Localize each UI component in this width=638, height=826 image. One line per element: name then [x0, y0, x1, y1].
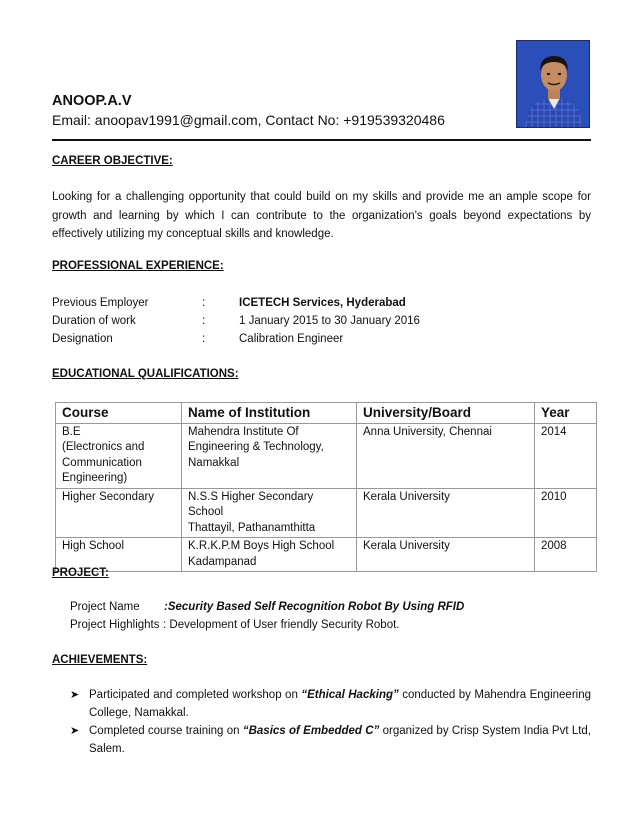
achievement-text-part: conducted by Mahendra Engineering College, Namakkal. — [89, 689, 591, 719]
achievement-text-part: Participated and completed workshop on — [89, 689, 302, 701]
project-name-label: Project Name — [70, 601, 140, 613]
year-cell: 2010 — [535, 488, 597, 538]
cell-line: B.E — [62, 425, 81, 438]
achievement-text-part: Completed course training on — [89, 725, 243, 737]
experience-value: Calibration Engineer — [239, 333, 344, 345]
experience-heading: PROFESSIONAL EXPERIENCE: — [52, 260, 224, 272]
cell-line: Mahendra Institute Of — [188, 425, 299, 438]
project-name-value: :Security Based Self Recognition Robot By Using RFID — [164, 601, 465, 613]
achievements-heading: ACHIEVEMENTS: — [52, 654, 148, 666]
achievement-emphasis: “Ethical Hacking” — [301, 689, 399, 701]
cell-line: Kadampanad — [188, 555, 257, 568]
experience-row-designation — [52, 333, 592, 351]
cell-line: N.S.S Higher Secondary School — [188, 490, 314, 518]
achievement-emphasis: “Basics of Embedded C” — [242, 725, 380, 737]
experience-colon: : — [202, 315, 206, 327]
table-row — [56, 538, 597, 572]
achievement-text-part: organized by Crisp System India Pvt Ltd, Salem. — [89, 725, 592, 755]
achievement-text — [89, 722, 591, 758]
header-divider — [52, 139, 591, 141]
education-table — [55, 402, 597, 572]
project-heading: PROJECT: — [52, 567, 109, 579]
column-header-course: Course — [56, 403, 182, 424]
experience-key: Designation — [52, 333, 113, 345]
board-cell: Kerala University — [357, 488, 535, 538]
project-name-row — [70, 601, 590, 619]
arrow-bullet-icon: ➤ — [70, 689, 80, 701]
year-cell: 2014 — [535, 423, 597, 488]
cell-line: Namakkal — [188, 456, 240, 469]
project-highlights-value: : Development of User friendly Security Robot. — [163, 619, 400, 631]
cell-line: Engineering & Technology, — [188, 441, 324, 453]
table-row — [56, 423, 597, 488]
achievement-item — [70, 686, 591, 722]
career-objective-text: Looking for a challenging opportunity that could build on my skills and provide me an ample scope for growth and learning by which I can contribute to the organization's goals beyond expectations by effectively utilizing my conceptual skills and knowledge. — [52, 191, 591, 240]
profile-photo — [516, 40, 590, 128]
course-cell — [56, 488, 182, 538]
project-highlights-label: Project Highlights — [70, 619, 160, 631]
experience-row-employer — [52, 297, 592, 315]
course-cell — [56, 423, 182, 488]
experience-key: Duration of work — [52, 315, 136, 327]
experience-colon: : — [202, 333, 206, 345]
candidate-name: ANOOP.A.V — [52, 93, 132, 109]
achievement-text — [89, 686, 591, 722]
cell-line: Higher Secondary — [62, 490, 155, 503]
experience-row-duration — [52, 315, 592, 333]
year-cell: 2008 — [535, 538, 597, 572]
cell-line: K.R.K.P.M Boys High School — [188, 540, 335, 552]
cell-line: Communication — [62, 456, 142, 469]
experience-value: 1 January 2015 to 30 January 2016 — [239, 315, 420, 327]
contact-line: Email: anoopav1991@gmail.com, Contact No: +919539320486 — [52, 112, 445, 128]
experience-key: Previous Employer — [52, 297, 149, 309]
career-objective-heading: CAREER OBJECTIVE: — [52, 155, 173, 167]
experience-value: ICETECH Services, Hyderabad — [239, 297, 406, 309]
experience-colon: : — [202, 297, 206, 309]
column-header-institution: Name of Institution — [182, 403, 357, 424]
board-cell: Anna University, Chennai — [357, 423, 535, 488]
cell-line: High School — [62, 540, 125, 552]
institution-cell — [182, 538, 357, 572]
institution-cell — [182, 423, 357, 488]
project-highlights-row — [70, 619, 590, 637]
column-header-year: Year — [535, 403, 597, 424]
column-header-board: University/Board — [357, 403, 535, 424]
table-row — [56, 488, 597, 538]
cell-line: Engineering) — [62, 472, 128, 484]
board-cell: Kerala University — [357, 538, 535, 572]
education-heading: EDUCATIONAL QUALIFICATIONS: — [52, 368, 239, 380]
institution-cell — [182, 488, 357, 538]
achievement-item — [70, 722, 591, 758]
arrow-bullet-icon: ➤ — [70, 725, 80, 737]
cell-line: Thattayil, Pathanamthitta — [188, 521, 316, 534]
cell-line: (Electronics and — [62, 441, 145, 453]
education-header-row — [56, 403, 597, 424]
